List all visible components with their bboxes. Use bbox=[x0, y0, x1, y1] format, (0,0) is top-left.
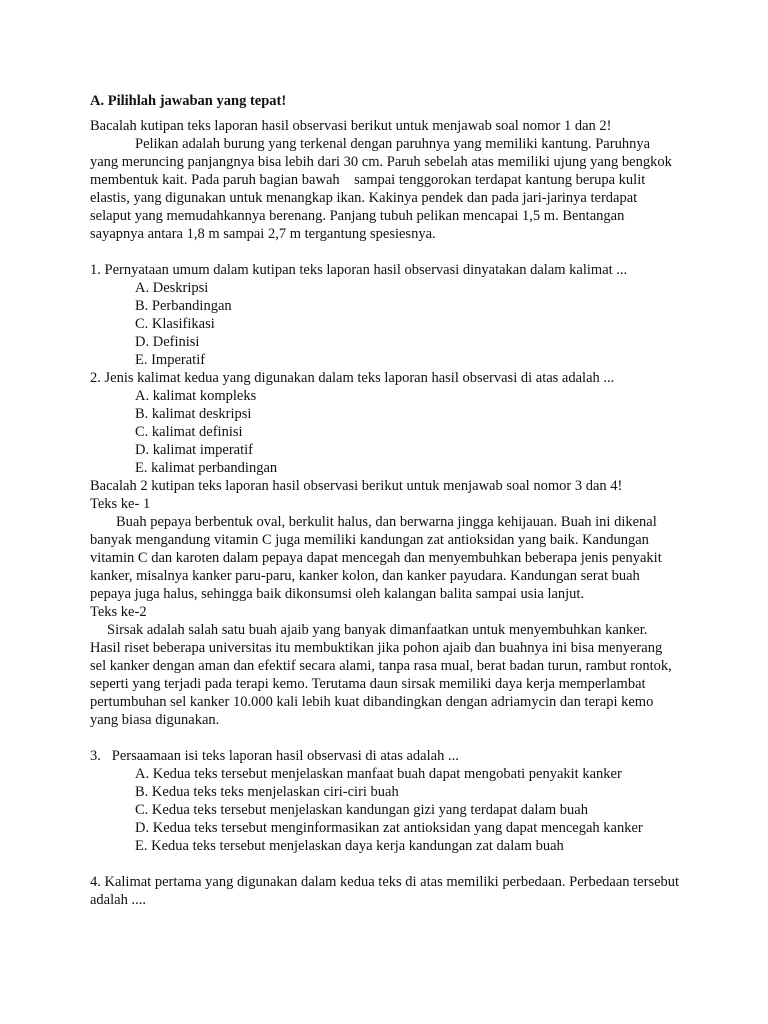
question-2: 2. Jenis kalimat kedua yang digunakan dalam teks laporan hasil observasi di atas adalah ... bbox=[90, 370, 615, 386]
text-1-label: Teks ke- 1 bbox=[90, 496, 151, 512]
option-item[interactable]: B. kalimat deskripsi bbox=[135, 406, 252, 422]
option-item[interactable]: E. Kedua teks tersebut menjelaskan daya kerja kandungan zat dalam buah bbox=[135, 838, 564, 854]
question-2-options bbox=[90, 387, 680, 477]
question-1: 1. Pernyataan umum dalam kutipan teks laporan hasil observasi dinyatakan dalam kalimat ... bbox=[90, 262, 628, 278]
option-item[interactable]: D. kalimat imperatif bbox=[135, 442, 253, 458]
option-item[interactable]: A. kalimat kompleks bbox=[135, 388, 257, 404]
spacer bbox=[90, 243, 680, 261]
pelican-passage: Pelikan adalah burung yang terkenal dengan paruhnya yang memiliki kantung. Paruhnya yang meruncing panjangnya bisa lebih dari 30 cm. Paruh sebelah atas memiliki ujung yang bengkok membentuk kait. Pada paruh bagian bawah sampai tenggorokan terdapat kantung berupa kulit elastis, yang digunakan untuk menangkap ikan. Kakinya pendek dan pada jari-jarinya terdapat selaput yang memudahkannya berenang. Panjang tubuh pelikan mencapai 1,5 m. Bentangan sayapnya antara 1,8 m sampai 2,7 m tergantung spesiesnya. bbox=[90, 136, 676, 242]
question-1-options bbox=[90, 279, 680, 369]
option-item[interactable]: D. Definisi bbox=[135, 334, 200, 350]
text-2-label: Teks ke-2 bbox=[90, 604, 147, 620]
intro-instruction-2: Bacalah 2 kutipan teks laporan hasil observasi berikut untuk menjawab soal nomor 3 dan 4! bbox=[90, 478, 623, 494]
document-page bbox=[90, 92, 680, 909]
option-item[interactable]: A. Deskripsi bbox=[135, 280, 209, 296]
option-item[interactable]: C. kalimat definisi bbox=[135, 424, 243, 440]
papaya-passage: Buah pepaya berbentuk oval, berkulit halus, dan berwarna jingga kehijauan. Buah ini dikenal banyak mengandung vitamin C juga memiliki kandungan zat antioksidan yang baik. Kandungan vitamin C dan karoten dalam pepaya dapat mencegah dan menyembuhkan beberapa jenis penyakit kanker, misalnya kanker paru-paru, kanker kolon, dan kanker payudara. Kandungan serat buah pepaya juga halus, sehingga baik dikonsumsi oleh kalangan balita sampai usia lanjut. bbox=[90, 514, 662, 602]
option-item[interactable]: C. Kedua teks tersebut menjelaskan kandungan gizi yang terdapat dalam buah bbox=[135, 802, 588, 818]
option-item[interactable]: B. Perbandingan bbox=[135, 298, 232, 314]
spacer bbox=[90, 729, 680, 747]
question-3: 3. Persaamaan isi teks laporan hasil observasi di atas adalah ... bbox=[90, 748, 459, 764]
soursop-passage: Sirsak adalah salah satu buah ajaib yang banyak dimanfaatkan untuk menyembuhkan kanker. Hasil riset beberapa universitas itu membuktikan jika pohon ajaib dan buahnya ini bisa menyerang sel kanker dengan aman dan efektif secara alami, tanpa rasa mual, berat badan turun, rambut rontok, seperti yang terjadi pada terapi kemo. Terutama daun sirsak memiliki daya kerja memperlambat pertumbuhan sel kanker 10.000 kali lebih kuat dibandingkan dengan adriamycin dan terapi kemo yang biasa digunakan. bbox=[90, 622, 672, 728]
spacer bbox=[90, 855, 680, 873]
section-title: A. Pilihlah jawaban yang tepat! bbox=[90, 93, 287, 109]
option-item[interactable]: B. Kedua teks teks menjelaskan ciri-ciri buah bbox=[135, 784, 399, 800]
option-item[interactable]: D. Kedua teks tersebut menginformasikan zat antioksidan yang dapat mencegah kanker bbox=[135, 820, 643, 836]
option-item[interactable]: E. kalimat perbandingan bbox=[135, 460, 278, 476]
option-item[interactable]: E. Imperatif bbox=[135, 352, 206, 368]
question-3-options bbox=[90, 765, 680, 855]
option-item[interactable]: A. Kedua teks tersebut menjelaskan manfaat buah dapat mengobati penyakit kanker bbox=[135, 766, 622, 782]
intro-instruction-1: Bacalah kutipan teks laporan hasil observasi berikut untuk menjawab soal nomor 1 dan 2! bbox=[90, 118, 612, 134]
option-item[interactable]: C. Klasifikasi bbox=[135, 316, 215, 332]
question-4: 4. Kalimat pertama yang digunakan dalam kedua teks di atas memiliki perbedaan. Perbedaan tersebut adalah .... bbox=[90, 874, 680, 908]
